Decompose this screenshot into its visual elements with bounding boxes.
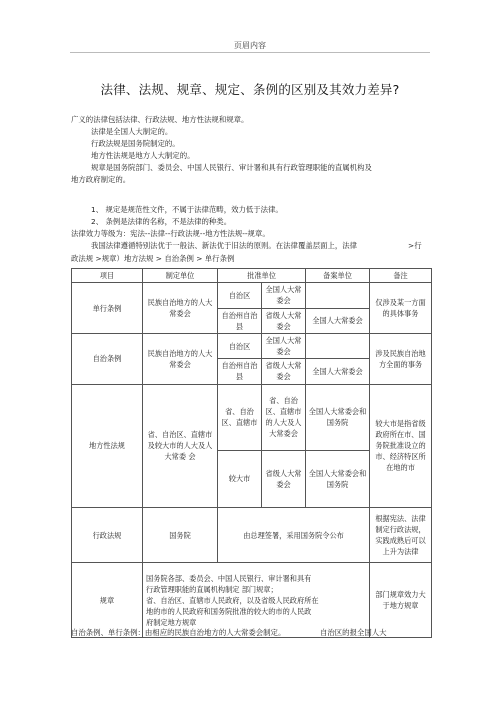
record-cell: 全国人大常委会 [306, 359, 370, 384]
maker-cell-wide [143, 563, 370, 638]
maker-line: 国务院各部、委员会、中国人民银行、审计署和具有 [146, 573, 312, 583]
intro-line: 广义的法律包括法律、行政法规、地方性法规和规章。 [71, 115, 249, 124]
item-cell: 地方性法规 [72, 384, 143, 507]
intro-line: 法律是全国人大制定的。 [91, 127, 173, 136]
approval-cell: 全国人大常委会 [262, 283, 306, 308]
intro-line: 地方性法规是地方人大制定的。 [91, 151, 195, 160]
footer-text-end: 自治区的报全国人大 [320, 628, 387, 637]
intro-line: 行政法规是国务院制定的。 [91, 139, 180, 148]
principle-text: 我国法律遵循特别法优于一般法、新法优于旧法的原则。在法律覆盖层面上，法律 [91, 241, 358, 250]
approval-cell: 省级人大常委会 [262, 359, 306, 384]
sub-region-cell: 自治区 [218, 333, 262, 358]
maker-cell: 民族自治地方的人大常委会 [143, 283, 218, 334]
sub-region-cell: 自治州自治县 [218, 308, 262, 333]
approval-cell: 由总理签署，采用国务院令公布 [218, 507, 370, 562]
note-cell: 涉及民族自治地方全面的事务 [370, 333, 432, 384]
table-row [72, 563, 432, 638]
point-item: 2、 条例是法律的名称，不是法律的种类。 [91, 217, 232, 226]
record-cell [306, 333, 370, 358]
item-cell: 单行条例 [72, 283, 143, 334]
sub-region-cell: 自治区 [218, 283, 262, 308]
note-cell: 仅涉及某一方面的具体事务 [370, 283, 432, 334]
header-divider [70, 52, 430, 53]
page-header: 页眉内容 [234, 41, 266, 50]
sub-region-cell: 自治州自治县 [218, 359, 262, 384]
approval-cell: 省级人大常委会 [262, 308, 306, 333]
principle-text-cont: 政法规 >规章）地方法规 > 自治条例 > 单行条例 [71, 254, 235, 263]
maker-cell: 民族自治地方的人大常委会 [143, 333, 218, 384]
record-cell: 全国人大常委会和国务院 [306, 384, 370, 450]
approval-cell: 全国人大常委会 [262, 333, 306, 358]
table-header-row [72, 269, 432, 283]
note-cell: 部门规章效力大于地方规章 [370, 563, 432, 638]
table-row [72, 333, 432, 358]
record-cell: 全国人大常委会 [306, 308, 370, 333]
approval-cell: 省、自治区、直辖市的人大及人大常委会 [262, 384, 306, 450]
table-row [72, 384, 432, 450]
intro-line: 规章是国务院部门、委员会、中国人民银行、审计署和具有行政管理职能的直属机构及 [91, 163, 372, 172]
maker-line: 行政管理职能的直属机构制定 部门规章； [146, 584, 278, 594]
note-cell: 根据宪法、法律制定行政法规，实践成熟后可以上升为法律 [370, 507, 432, 562]
hierarchy-text: 法律效力等级为：宪法--法律--行政法规--地方性法规--规章。 [71, 229, 270, 238]
maker-line: 府制定地方规章 [146, 617, 197, 627]
record-cell [306, 283, 370, 308]
table-row [72, 283, 432, 308]
footer-text: 自治条例、单行条例：由相应的民族自治地方的人大常委会制定。 [71, 628, 286, 637]
law-comparison-table [71, 268, 432, 638]
maker-cell: 国务院 [143, 507, 218, 562]
item-cell: 自治条例 [72, 333, 143, 384]
maker-line: 地的市的人民政府和国务院批准的较大的市的人民政 [146, 606, 312, 616]
sub-region-cell: 较大市 [218, 450, 262, 507]
point-item: 1、 规定是规范性文件，不属于法律范畴，效力低于法律。 [91, 205, 283, 214]
maker-cell: 省、自治区、直辖市及较大市的人大及人大常委 会 [143, 384, 218, 507]
table-row [72, 507, 432, 562]
header-cell: 制定单位 [143, 269, 218, 283]
approval-cell: 省级人大常委会 [262, 450, 306, 507]
item-cell: 规章 [72, 563, 143, 638]
header-cell: 备注 [370, 269, 432, 283]
document-title: 法律、法规、规章、规定、条例的区别及其效力差异? [100, 82, 400, 97]
note-cell: 较大市是指省级政府所在市、国务院批准设立的市、经济特区所在地的市 [370, 384, 432, 507]
header-cell: 批准单位 [218, 269, 306, 283]
record-cell: 全国人大常委会和国务院 [306, 450, 370, 507]
header-cell: 项目 [72, 269, 143, 283]
item-cell: 行政法规 [72, 507, 143, 562]
intro-line: 地方政府制定的。 [71, 175, 131, 184]
principle-text-end: >行 [408, 241, 422, 250]
header-cell: 备案单位 [306, 269, 370, 283]
sub-region-cell: 省、自治区、直辖市 [218, 384, 262, 450]
maker-line: 省、自治区、直辖市人民政府，以及省级人民政府所在 [146, 595, 319, 605]
